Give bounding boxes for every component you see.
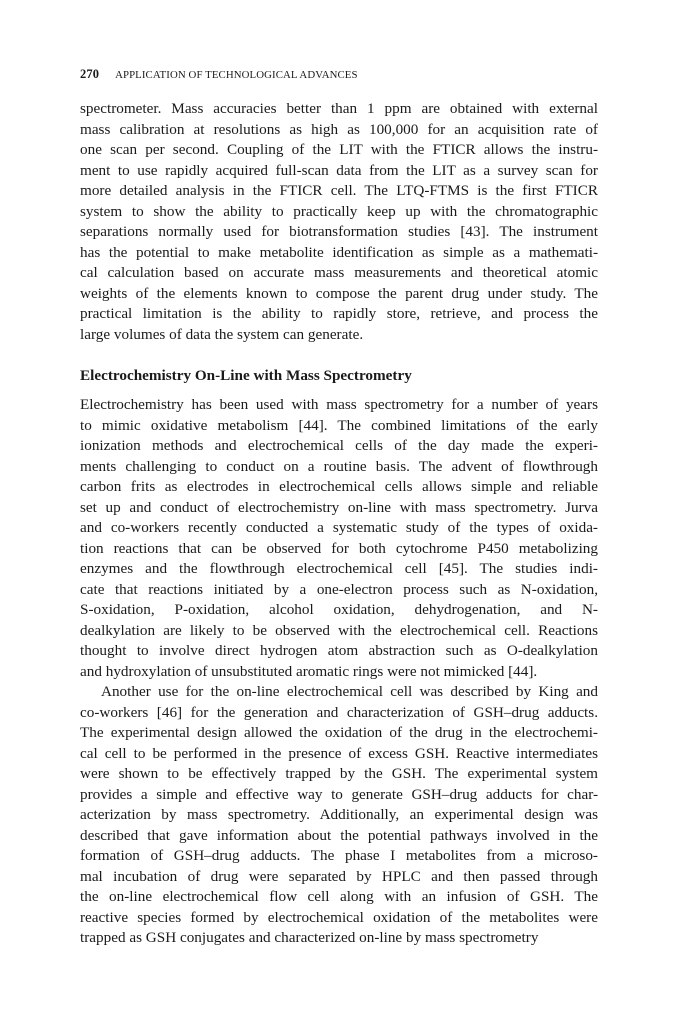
text-line: cal cell to be performed in the presence of excess GSH. Reactive intermediates (80, 744, 598, 762)
text-line: provides a simple and effective way to generate GSH–drug adducts for char- (80, 785, 598, 803)
text-line: set up and conduct of electrochemistry on-line with mass spectrometry. Jurva (80, 498, 598, 516)
text-line: ments challenging to conduct on a routine basis. The advent of flowthrough (80, 457, 598, 475)
text-line: cate that reactions initiated by a one-electron process such as N-oxidation, (80, 580, 598, 598)
text-line: reactive species formed by electrochemical oxidation of the metabolites were (80, 908, 598, 926)
text-line: mass calibration at resolutions as high as 100,000 for an acquisition rate of (80, 120, 598, 138)
text-line: and hydroxylation of unsubstituted aromatic rings were not mimicked [44]. (80, 662, 538, 680)
text-line: more detailed analysis in the FTICR cell. The LTQ-FTMS is the first FTICR (80, 182, 598, 199)
text-line: one scan per second. Coupling of the LIT with the FTICR allows the instru- (80, 141, 598, 158)
paragraph-online-cell (80, 682, 598, 949)
text-line: ionization methods and electrochemical cells of the day made the experi- (80, 437, 598, 454)
text-line: practical limitation is the ability to rapidly store, retrieve, and process the (80, 305, 598, 322)
section-heading: Electrochemistry On-Line with Mass Spectrometry (80, 367, 412, 384)
text-line: the on-line electrochemical flow cell along with an infusion of GSH. The (80, 888, 598, 905)
text-line: thought to involve direct hydrogen atom abstraction such as O-dealkylation (80, 642, 598, 659)
text-line: and co-workers recently conducted a systematic study of the types of oxida- (80, 519, 598, 536)
text-line: dealkylation are likely to be observed with the electrochemical cell. Reactions (80, 621, 598, 639)
text-line: S-oxidation, P-oxidation, alcohol oxidation, dehydrogenation, and N- (80, 601, 598, 618)
text-line: carbon frits as electrodes in electrochemical cells allows simple and reliable (80, 478, 598, 495)
running-title: APPLICATION OF TECHNOLOGICAL ADVANCES (115, 69, 358, 81)
paragraph-mass-accuracy (80, 99, 598, 345)
text-line: system to show the ability to practically keep up with the chromatographic (80, 202, 598, 220)
text-line: spectrometer. Mass accuracies better than 1 ppm are obtained with external (80, 100, 598, 117)
text-line: The experimental design allowed the oxidation of the drug in the electrochemi- (80, 724, 598, 741)
body-text (80, 99, 598, 949)
text-line: acterization by mass spectrometry. Additionally, an experimental design was (80, 806, 598, 823)
text-line: weights of the elements known to compose the parent drug under study. The (80, 284, 598, 302)
text-line: co-workers [46] for the generation and characterization of GSH–drug adducts. (80, 703, 598, 721)
text-line: described that gave information about the potential pathways involved in the (80, 826, 598, 844)
text-line: ment to use rapidly acquired full-scan data from the LIT as a survey scan for (80, 161, 598, 179)
text-line: to mimic oxidative metabolism [44]. The combined limitations of the early (80, 416, 598, 434)
running-header (80, 67, 600, 82)
text-line: Electrochemistry has been used with mass spectrometry for a number of years (80, 396, 598, 413)
text-line: enzymes and the flowthrough electrochemical cell [45]. The studies indi- (80, 560, 598, 577)
text-line: has the potential to make metabolite identification as simple as a mathemati- (80, 243, 598, 261)
text-line: Another use for the on-line electrochemical cell was described by King and (101, 683, 598, 700)
page-number: 270 (80, 67, 100, 81)
text-line: trapped as GSH conjugates and characterized on-line by mass spectrometry (80, 929, 539, 946)
text-line: mal incubation of drug were separated by HPLC and then passed through (80, 867, 598, 885)
text-line: tion reactions that can be observed for both cytochrome P450 metabolizing (80, 539, 598, 557)
text-line: separations normally used for biotransformation studies [43]. The instrument (80, 223, 598, 240)
text-line: cal calculation based on accurate mass measurements and theoretical atomic (80, 264, 598, 281)
text-line: were shown to be effectively trapped by the GSH. The experimental system (80, 765, 598, 782)
paragraph-electrochemistry (80, 395, 598, 682)
text-line: formation of GSH–drug adducts. The phase I metabolites from a microso- (80, 847, 598, 864)
text-line: large volumes of data the system can generate. (80, 325, 364, 343)
